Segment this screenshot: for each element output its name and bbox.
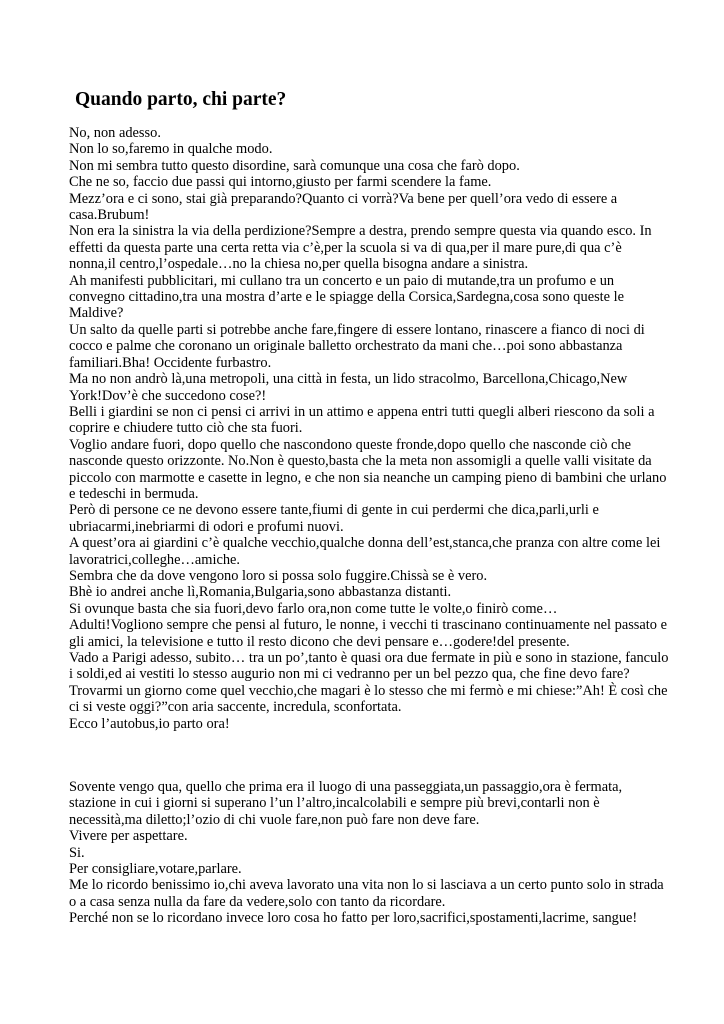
paragraph: Si ovunque basta che sia fuori,devo farlo ora,non come tutte le volte,o finirò come… — [69, 600, 558, 617]
paragraph: Per consigliare,votare,parlare. — [69, 861, 242, 878]
text-section-2 — [69, 779, 669, 927]
paragraph: Perché non se lo ricordano invece loro cosa ho fatto per loro,sacrifici,spostamenti,lacrime, sangue! — [69, 910, 638, 927]
paragraph: Adulti!Vogliono sempre che pensi al futuro, le nonne, i vecchi ti trascinano continuamente nel passato e gli amici, la televisione e tutto il resto dicono che devi pensare e…godere!del presente. — [69, 617, 667, 650]
paragraph: Però di persone ce ne devono essere tante,fiumi di gente in cui perdermi che dica,parli,urli e ubriacarmi,inebriarmi di odori e profumi nuovi. — [69, 502, 599, 535]
paragraph: Ma no non andrò là,una metropoli, una città in festa, un lido stracolmo, Barcellona,Chicago,New York!Dov’è che succedono cose?! — [69, 371, 628, 404]
paragraph: Non era la sinistra la via della perdizione?Sempre a destra, prendo sempre questa via quando esco. In effetti da questa parte una certa retta via c’è,per la scuola si va di qua,per il mare pure,di qua c’è nonna,il centro,l’ospedale…no la chiesa no,per quella bisogna andare a sinistra. — [69, 223, 652, 273]
text-section-1 — [69, 125, 669, 732]
paragraph: Che ne so, faccio due passi qui intorno,giusto per farmi scendere la fame. — [69, 174, 492, 191]
paragraph: Un salto da quelle parti si potrebbe anche fare,fingere di essere lontano, rinascere a fianco di noci di cocco e palme che coronano un originale balletto orchestrato da mani che…poi sono abbastanza familiari.Bha! Occidente furbastro. — [69, 321, 645, 371]
paragraph: Si. — [69, 844, 85, 861]
paragraph: Bhè io andrei anche lì,Romania,Bulgaria,sono abbastanza distanti. — [69, 584, 452, 601]
paragraph: Sembra che da dove vengono loro si possa solo fuggire.Chissà se è vero. — [69, 567, 488, 584]
paragraph: Mezz’ora e ci sono, stai già preparando?Quanto ci vorrà?Va bene per quell’ora vedo di essere a casa.Brubum! — [69, 190, 618, 224]
paragraph: Me lo ricordo benissimo io,chi aveva lavorato una vita non lo si lasciava a un certo punto solo in strada o a casa senza nulla da fare da vedere,solo con tanto da ricordare. — [69, 877, 664, 910]
paragraph: Non mi sembra tutto questo disordine, sarà comunque una cosa che farò dopo. — [69, 157, 520, 174]
paragraph: Voglio andare fuori, dopo quello che nascondono queste fronde,dopo quello che nasconde ciò che nasconde questo orizzonte. No.Non è questo,basta che la meta non assomigli a quelle valli visitate da piccolo con marmotte e casette in legno, e che non sia neanche un camping pieno di bambini che urlano e tedeschi in bermuda. — [69, 436, 667, 502]
paragraph: Vivere per aspettare. — [69, 828, 188, 845]
document-title: Quando parto, chi parte? — [75, 89, 287, 110]
paragraph: Sovente vengo qua, quello che prima era il luogo di una passeggiata,un passaggio,ora è fermata, stazione in cui i giorni si superano l’un l’altro,incalcolabili e sempre più brevi,contarli non è necessità,ma diletto;l’ozio di chi vuole fare,non può fare non deve fare. — [69, 779, 623, 828]
paragraph: Non lo so,faremo in qualche modo. — [69, 141, 273, 158]
paragraph: Belli i giardini se non ci pensi ci arrivi in un attimo e appena entri tutti quegli alberi riescono da soli a coprire e chiudere tutto ciò che sta fuori. — [69, 403, 655, 437]
paragraph: Vado a Parigi adesso, subito… tra un po’,tanto è quasi ora due fermate in più e sono in stazione, fanculo i soldi,ed ai vestiti lo stesso augurio non mi ci vedranno per un bel pezzo qua, che fine devo fare?Trovarmi un giorno come quel vecchio,che magari è lo stesso che mi fermò e mi chiese:”Ah! È così che ci si veste oggi?”con aria saccente, incredula, sconfortata. — [69, 650, 669, 716]
paragraph: Ah manifesti pubblicitari, mi cullano tra un concerto e un paio di mutande,tra un profumo e un convegno cittadino,tra una mostra d’arte e le spiagge della Corsica,Sardegna,cosa sono queste le Maldive? — [69, 272, 625, 322]
paragraph: No, non adesso. — [69, 125, 161, 141]
paragraph: A quest’ora ai giardini c’è qualche vecchio,qualche donna dell’est,stanca,che pranza con altre come lei lavoratrici,colleghe…amiche. — [69, 535, 661, 568]
paragraph: Ecco l’autobus,io parto ora! — [69, 715, 230, 732]
